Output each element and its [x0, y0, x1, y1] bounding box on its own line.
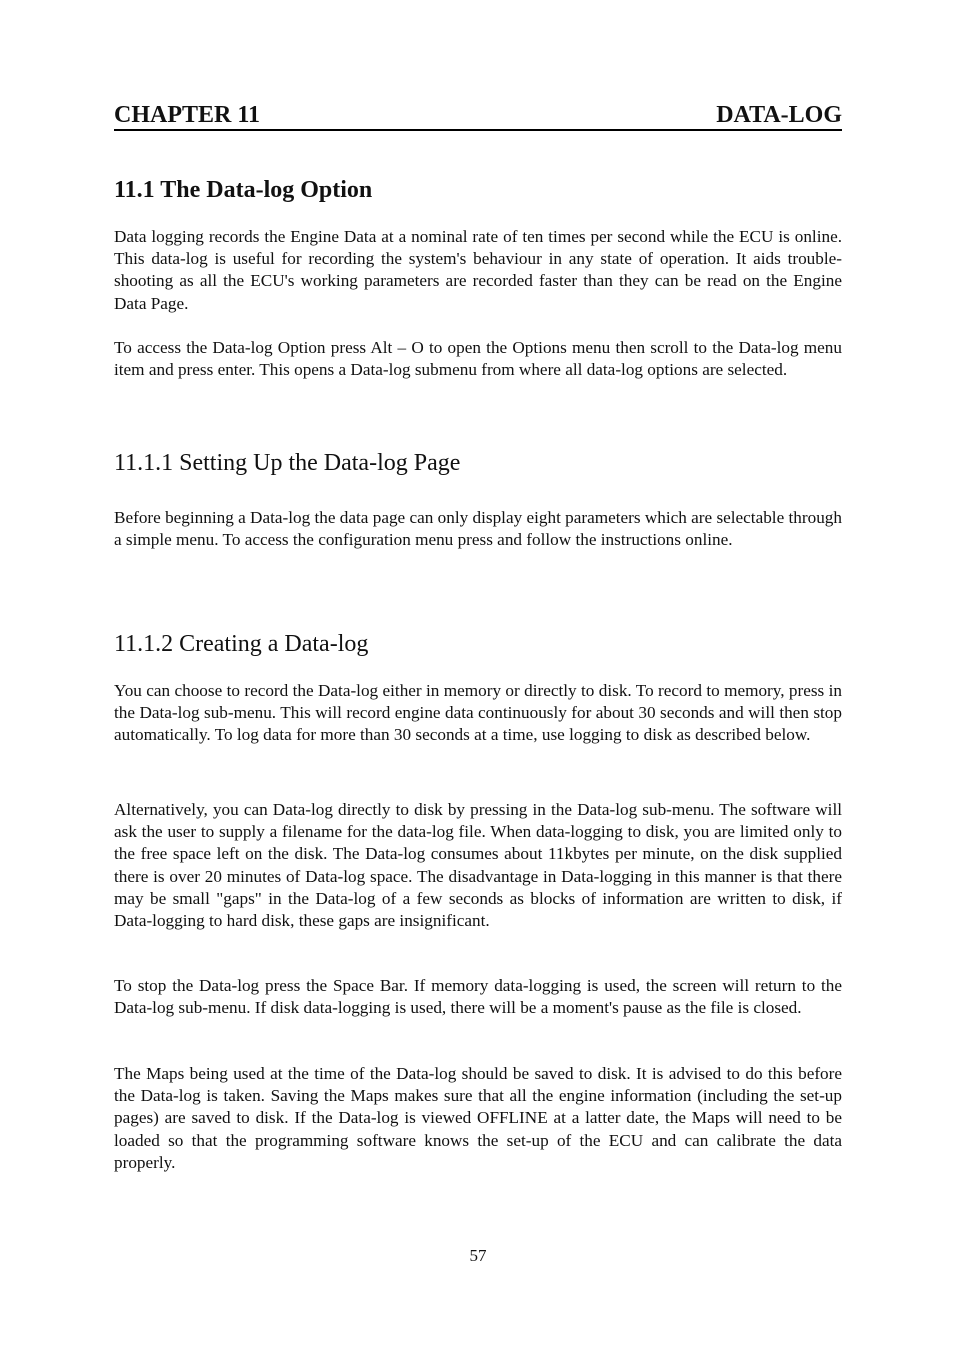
paragraph-11-1-intro: Data logging records the Engine Data at a nominal rate of ten times per second while the ECU is online. This data-log is useful for recording the system's behaviour in any state of operation. It aids trouble-shooting as all the ECU's working parameters are recorded faster than they can be read on the Engine Data Page.	[114, 227, 842, 313]
section-heading-11-1: 11.1 The Data-log Option	[114, 177, 373, 203]
section-heading-11-1-1: 11.1.1 Setting Up the Data-log Page	[114, 450, 461, 476]
paragraph-11-1-1: Before beginning a Data-log the data page can only display eight parameters which are selectable through a simple menu. To access the configuration menu press and follow the instructions online.	[114, 508, 842, 550]
section-heading-11-1-2: 11.1.2 Creating a Data-log	[114, 631, 369, 657]
chapter-number: CHAPTER 11	[114, 102, 261, 128]
paragraph-11-1-2-maps: The Maps being used at the time of the Data-log should be saved to disk. It is advised to do this before the Data-log is taken. Saving the Maps makes sure that all the engine information (including the set-up pages) are saved to disk. If the Data-log is viewed OFFLINE at a latter date, the Maps will need to be loaded so that the programming software knows the set-up of the ECU and can calibrate the data properly.	[114, 1064, 842, 1172]
chapter-header	[114, 100, 842, 131]
page-number: 57	[469, 1246, 487, 1265]
paragraph-11-1-access: To access the Data-log Option press Alt – O to open the Options menu then scroll to the Data-log menu item and press enter. This opens a Data-log submenu from where all data-log options are selected.	[114, 338, 842, 380]
paragraph-11-1-2-disk: Alternatively, you can Data-log directly to disk by pressing in the Data-log sub-menu. The software will ask the user to supply a filename for the data-log file. When data-logging to disk, you are limited only to the free space left on the disk. The Data-log consumes about 11kbytes per minute, on the disk supplied there is over 20 minutes of Data-log space. The disadvantage in Data-logging in this manner is that there may be small "gaps" in the Data-log of a few seconds as blocks of information are written to disk, if Data-logging to hard disk, these gaps are insignificant.	[114, 800, 842, 931]
paragraph-11-1-2-memory: You can choose to record the Data-log either in memory or directly to disk. To record to memory, press in the Data-log sub-menu. This will record engine data continuously for about 30 seconds and will then stop automatically. To log data for more than 30 seconds at a time, use logging to disk as described below.	[114, 681, 842, 745]
paragraph-11-1-2-stop: To stop the Data-log press the Space Bar. If memory data-logging is used, the screen will return to the Data-log sub-menu. If disk data-logging is used, there will be a moment's pause as the file is closed.	[114, 976, 842, 1018]
chapter-title: DATA-LOG	[716, 102, 842, 128]
